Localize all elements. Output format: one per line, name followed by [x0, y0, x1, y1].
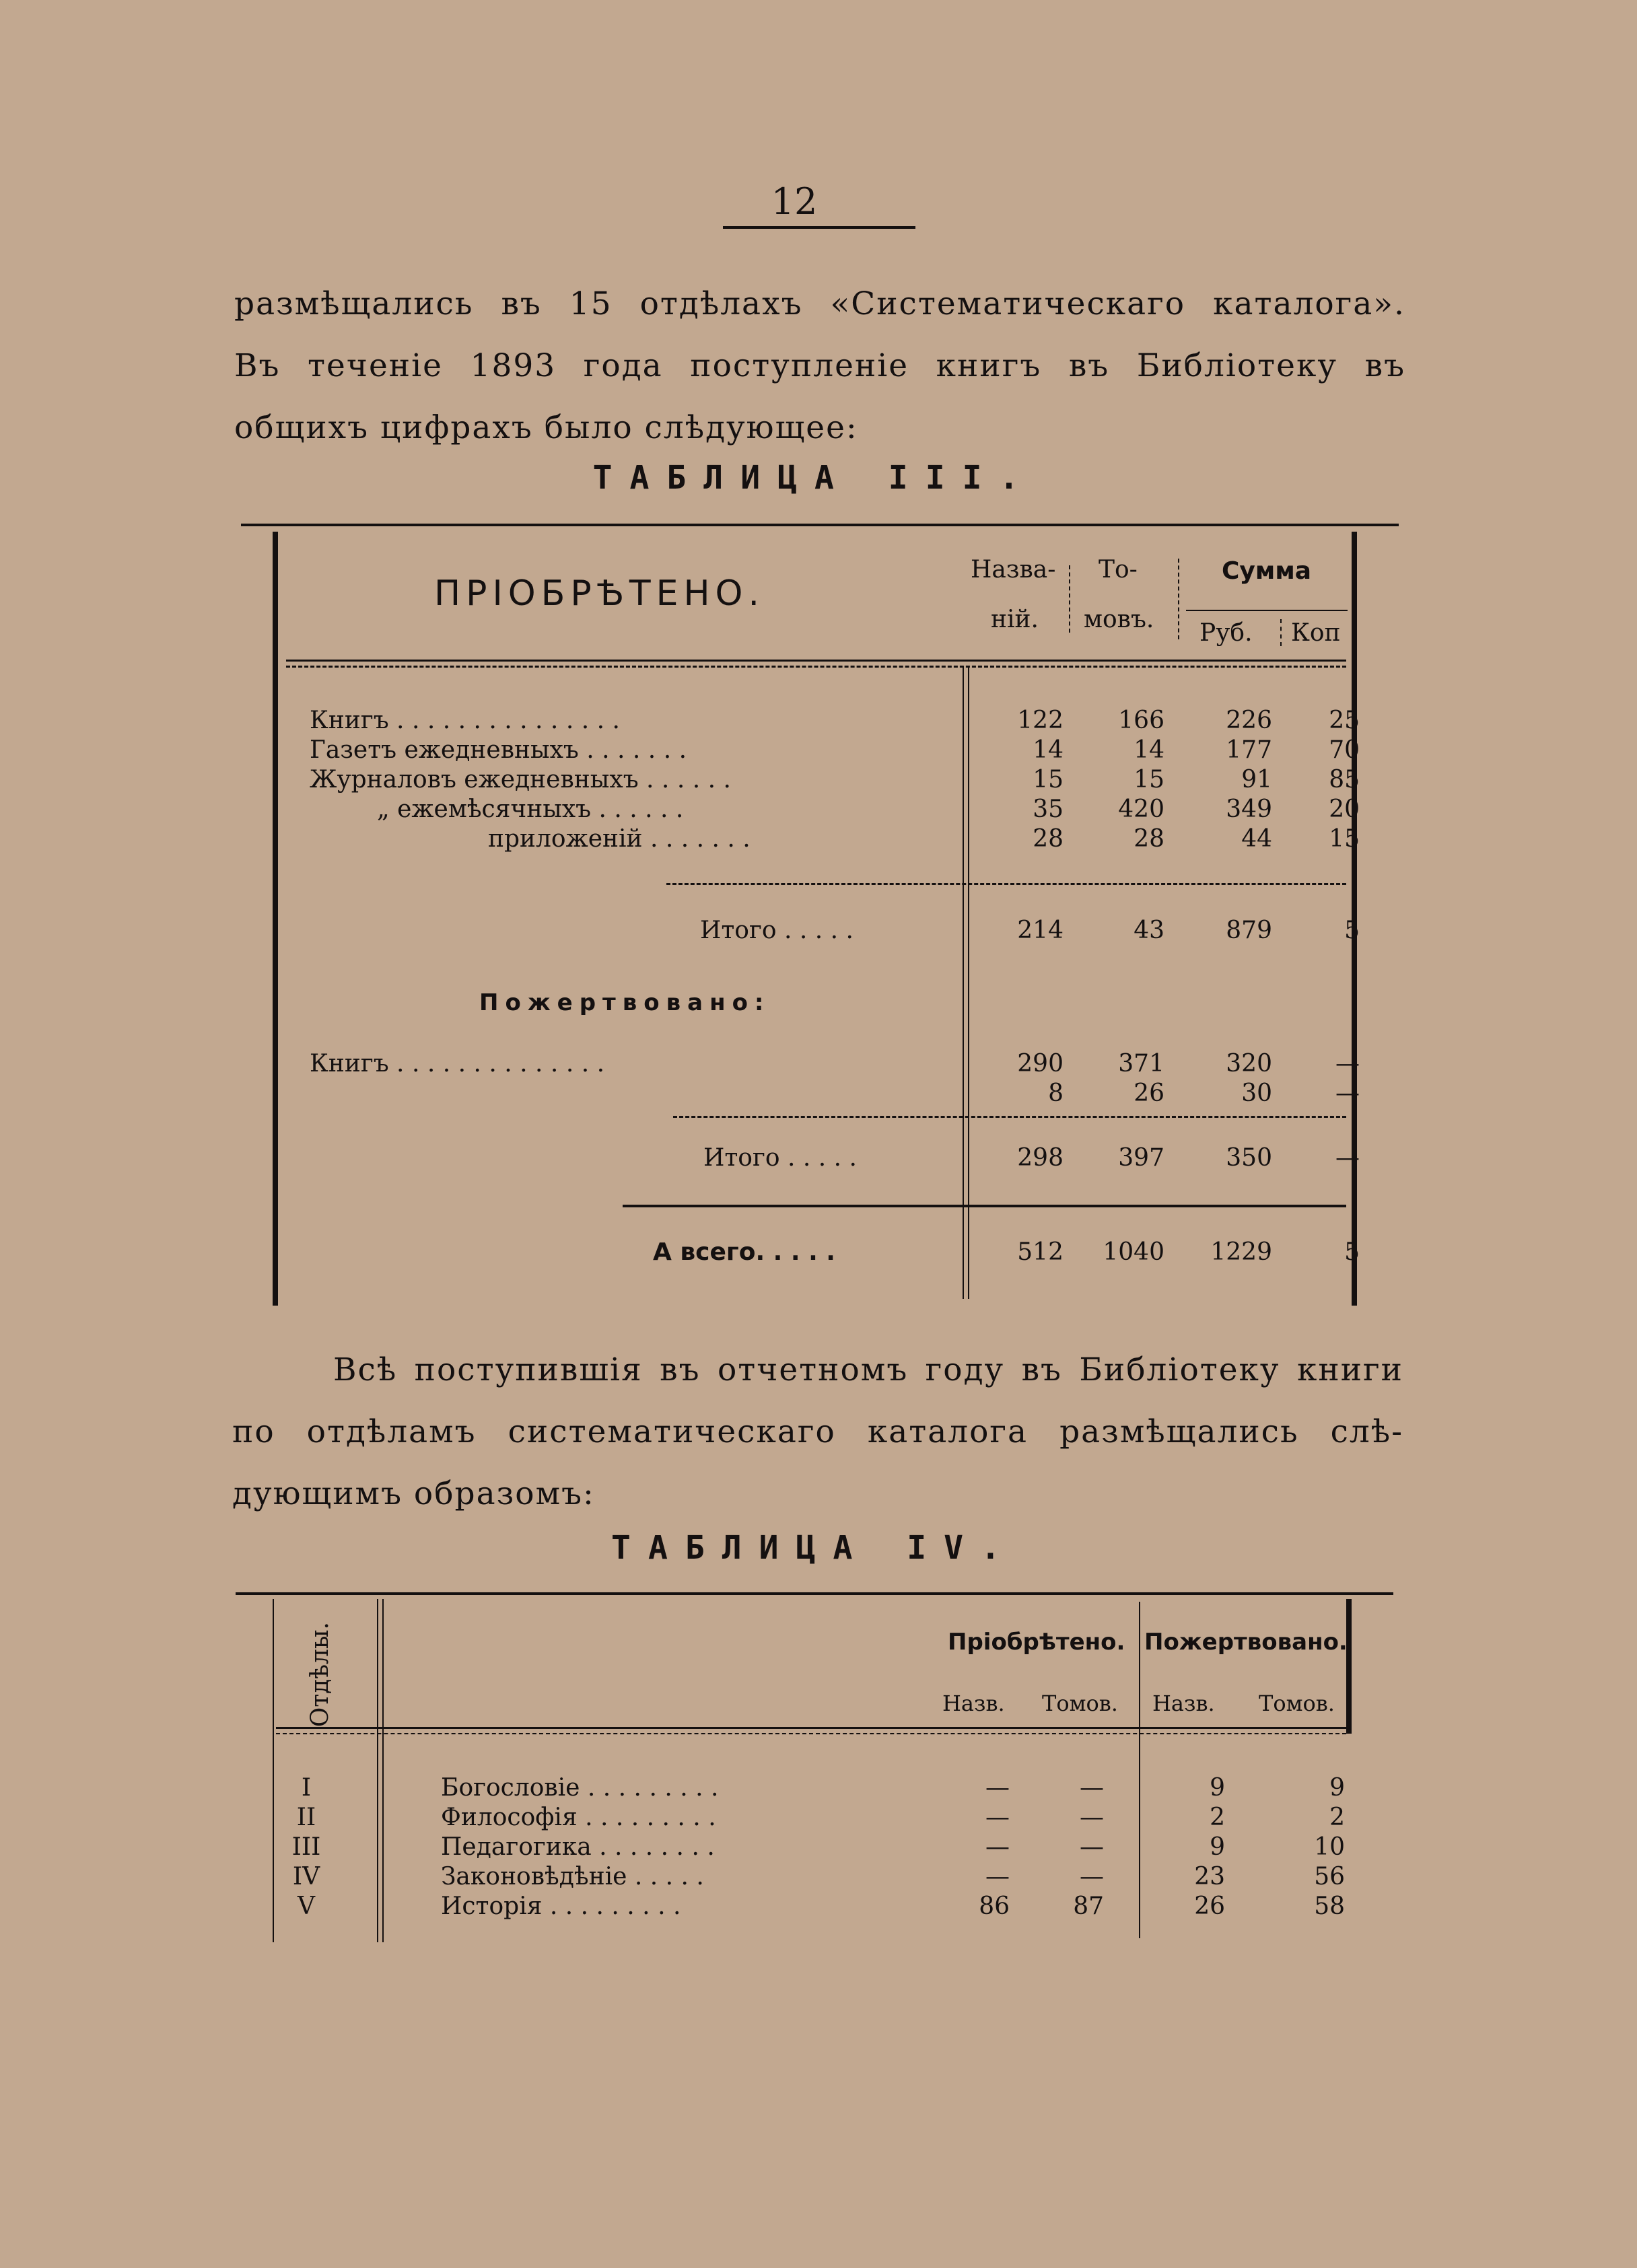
header-dept: Отдѣлы.	[306, 1622, 334, 1728]
cell-acq-names: 86	[979, 1892, 1010, 1920]
table-row	[283, 1892, 1360, 1922]
cell-kop: 15	[1329, 825, 1360, 853]
row-label: „ ежемѣсячныхъ . . . . . .	[377, 795, 684, 823]
page-number-rule	[723, 226, 915, 229]
paragraph-line: дующимъ образомъ:	[232, 1475, 595, 1512]
row-label: приложеній . . . . . . .	[488, 825, 751, 853]
cell-rub: 91	[1241, 766, 1272, 793]
cell-acq-names: —	[985, 1804, 1010, 1831]
donated-heading: Пожертвовано:	[479, 989, 771, 1016]
table-top-rule	[236, 1592, 1393, 1595]
grand-total-row	[310, 1238, 1360, 1268]
header-rub: Руб.	[1199, 619, 1253, 647]
intro-paragraph	[234, 273, 1405, 459]
grand-total-rule	[623, 1205, 1346, 1207]
cell-kop: 5	[1344, 917, 1360, 944]
cell-don-names: 9	[1210, 1774, 1225, 1802]
row-label: Законовѣдѣніе . . . . .	[441, 1863, 704, 1890]
cell-names: 214	[1017, 917, 1064, 944]
subtotal-rule	[673, 1116, 1346, 1118]
cell-don-names: 9	[1210, 1833, 1225, 1861]
cell-rub: 177	[1226, 736, 1272, 764]
cell-rub: 350	[1226, 1144, 1272, 1172]
cell-don-volumes: 2	[1329, 1804, 1345, 1831]
header-acquired: ПРІОБРѢТЕНО.	[434, 573, 765, 614]
cell-volumes: 43	[1134, 917, 1164, 944]
header-divider	[1280, 619, 1282, 646]
row-label: Богословіе . . . . . . . . .	[441, 1774, 719, 1802]
body-paragraph	[232, 1339, 1403, 1525]
cell-volumes: 397	[1118, 1144, 1164, 1172]
cell-acq-names: —	[985, 1863, 1010, 1890]
cell-dept: II	[296, 1804, 316, 1831]
cell-dept: V	[298, 1892, 315, 1920]
paragraph-line: размѣщались въ 15 отдѣлахъ «Систематическаго каталога».	[234, 285, 1405, 322]
cell-names: 14	[1033, 736, 1064, 764]
paragraph-line: Всѣ поступившія въ отчетномъ году въ Библіотеку книги	[333, 1351, 1403, 1388]
row-label: А всего. . . . .	[653, 1238, 835, 1266]
table-row	[310, 795, 1360, 825]
table-row	[283, 1833, 1360, 1863]
cell-acq-volumes: —	[1080, 1833, 1104, 1861]
cell-don-volumes: 10	[1314, 1833, 1345, 1861]
cell-rub: 320	[1226, 1050, 1272, 1077]
cell-dept: IV	[292, 1863, 320, 1890]
row-label: Исторія . . . . . . . . .	[441, 1892, 681, 1920]
total-row	[310, 1144, 1360, 1174]
cell-rub: 226	[1226, 707, 1272, 734]
table-row	[283, 1804, 1360, 1833]
row-label: Книгъ . . . . . . . . . . . . . . .	[310, 707, 620, 734]
cell-acq-volumes: 87	[1073, 1892, 1104, 1920]
header-divider	[1069, 565, 1070, 633]
cell-kop: 85	[1329, 766, 1360, 793]
cell-volumes: 26	[1134, 1079, 1164, 1107]
cell-kop: 25	[1329, 707, 1360, 734]
header-kop: Коп	[1291, 619, 1341, 647]
cell-kop: —	[1335, 1079, 1360, 1107]
table-row	[310, 707, 1360, 736]
cell-kop: —	[1335, 1050, 1360, 1077]
paragraph-line: Въ теченіе 1893 года поступленіе книгъ въ Библіотеку въ	[234, 347, 1405, 384]
cell-names: 15	[1033, 766, 1064, 793]
row-label: Итого . . . . .	[700, 917, 854, 944]
cell-kop: 20	[1329, 795, 1360, 823]
cell-kop: —	[1335, 1144, 1360, 1172]
cell-volumes: 166	[1118, 707, 1164, 734]
cell-rub: 349	[1226, 795, 1272, 823]
cell-don-names: 2	[1210, 1804, 1225, 1831]
cell-acq-names: —	[985, 1774, 1010, 1802]
page-number: 12	[771, 180, 818, 223]
header-names-bottom: ній.	[991, 606, 1039, 633]
cell-names: 35	[1033, 795, 1064, 823]
row-label: Философія . . . . . . . . .	[441, 1804, 716, 1831]
table-left-border	[273, 532, 278, 1306]
cell-acq-volumes: —	[1080, 1774, 1104, 1802]
paragraph-line: общихъ цифрахъ было слѣдующее:	[234, 409, 858, 446]
cell-kop: 70	[1329, 736, 1360, 764]
header-names-top: Назва-	[971, 556, 1056, 583]
header-donated: Пожертвовано.	[1144, 1629, 1348, 1656]
paragraph-line: по отдѣламъ систематическаго каталога размѣщались слѣ-	[232, 1413, 1403, 1450]
row-label: Книгъ . . . . . . . . . . . . . .	[310, 1050, 605, 1077]
header-volumes-bottom: мовъ.	[1084, 606, 1154, 633]
cell-rub: 1229	[1210, 1238, 1272, 1266]
header-sum-rule	[1186, 610, 1348, 611]
cell-volumes: 1040	[1103, 1238, 1164, 1266]
table3-title: ТАБЛИЦА III.	[592, 459, 1037, 497]
header-acquired: Пріобрѣтено.	[948, 1629, 1125, 1656]
cell-rub: 30	[1241, 1079, 1272, 1107]
table4-title: ТАБЛИЦА IV.	[611, 1529, 1018, 1567]
cell-names: 290	[1017, 1050, 1064, 1077]
cell-names: 298	[1017, 1144, 1064, 1172]
cell-names: 122	[1017, 707, 1064, 734]
cell-names: 512	[1017, 1238, 1064, 1266]
header-names2: Назв.	[1152, 1691, 1215, 1716]
table-row	[310, 1079, 1360, 1109]
table-top-rule	[241, 524, 1399, 526]
table-row	[310, 825, 1360, 855]
header-sum: Сумма	[1222, 557, 1312, 585]
header-volumes: Томов.	[1042, 1691, 1118, 1716]
header-volumes-top: То-	[1099, 556, 1138, 583]
cell-names: 28	[1033, 825, 1064, 853]
cell-acq-volumes: —	[1080, 1863, 1104, 1890]
header-rule	[276, 1727, 1346, 1734]
cell-don-names: 26	[1194, 1892, 1225, 1920]
cell-acq-names: —	[985, 1833, 1010, 1861]
table-row	[310, 736, 1360, 766]
cell-don-volumes: 56	[1314, 1863, 1345, 1890]
row-label: Итого . . . . .	[703, 1144, 857, 1172]
header-volumes2: Томов.	[1259, 1691, 1335, 1716]
header-rule	[286, 660, 1346, 668]
cell-don-volumes: 58	[1314, 1892, 1345, 1920]
row-label: Педагогика . . . . . . . .	[441, 1833, 715, 1861]
table-row	[310, 766, 1360, 795]
table-row	[310, 1050, 1360, 1079]
header-names: Назв.	[942, 1691, 1005, 1716]
total-row	[310, 917, 1360, 946]
subtotal-rule	[666, 883, 1346, 885]
cell-volumes: 15	[1134, 766, 1164, 793]
row-label: Газетъ ежедневныхъ . . . . . . .	[310, 736, 687, 764]
cell-dept: I	[301, 1774, 312, 1802]
cell-rub: 44	[1241, 825, 1272, 853]
cell-don-names: 23	[1194, 1863, 1225, 1890]
cell-don-volumes: 9	[1329, 1774, 1345, 1802]
cell-volumes: 420	[1118, 795, 1164, 823]
cell-acq-volumes: —	[1080, 1804, 1104, 1831]
cell-rub: 879	[1226, 917, 1272, 944]
table-row	[283, 1863, 1360, 1892]
cell-dept: III	[291, 1833, 321, 1861]
cell-kop: 5	[1344, 1238, 1360, 1266]
cell-volumes: 14	[1134, 736, 1164, 764]
cell-names: 8	[1048, 1079, 1064, 1107]
header-divider	[1178, 559, 1179, 639]
table-right-border	[1346, 1599, 1352, 1734]
row-label: Журналовъ ежедневныхъ . . . . . .	[310, 766, 731, 793]
cell-volumes: 28	[1134, 825, 1164, 853]
table-row	[283, 1774, 1360, 1804]
cell-volumes: 371	[1118, 1050, 1164, 1077]
table-left-border	[273, 1599, 274, 1942]
